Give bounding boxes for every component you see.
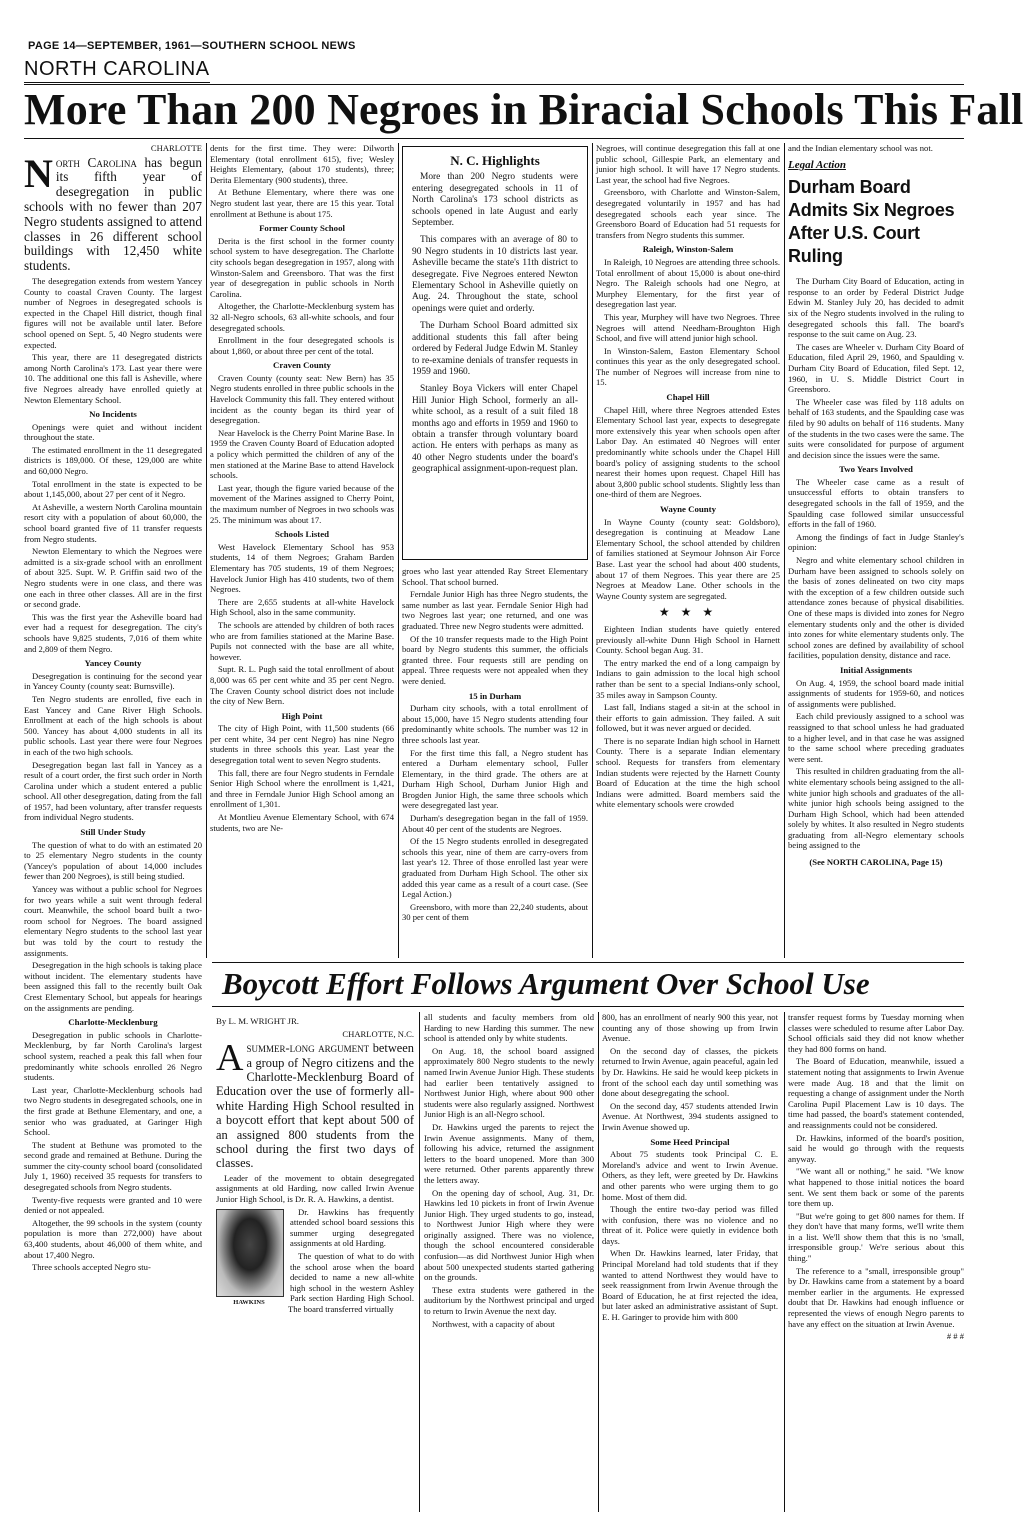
paragraph: 800, has an enrollment of nearly 900 this year, not counting any of those showing up from Irwin Avenue.: [602, 1012, 778, 1044]
paragraph: Openings were quiet and without incident throughout the state.: [24, 421, 202, 443]
paragraph: The student at Bethune was promoted to the second grade and remained at Bethune. During the summer the city-county school board (consolidated July 1, 1960) received 35 requests for transfers to desegregated schools from Negro students.: [24, 1139, 202, 1193]
paragraph: Greensboro, with Charlotte and Winston-Salem, desegregated voluntarily in 1957 and has had desegregated schools each year since. The Greensboro Board of Education had 51 requests for transfers from Negro students this summer.: [596, 187, 780, 240]
section-head: Craven County: [273, 360, 331, 371]
paragraph: Desegregation is continuing for the second year in Yancey County (county seat: Burnsville).: [24, 670, 202, 692]
column-rule: [598, 1012, 599, 1512]
paragraph: There is no separate Indian high school in Harnett County. There is a separate Indian elementary school. Requests for transfers from elementary Indian students were rejected by the Harnett County Board of Education at the time the high school Indians were admitted. Board members said the white elementary schools were crowded: [596, 735, 780, 810]
highlights-box: [402, 146, 588, 560]
paragraph: This fall, there are four Negro students in Ferndale Senior High School where the enrollment is 1,421, and three in Ferndale Junior High School among an enrollment of 1,301.: [210, 767, 394, 810]
paragraph: Though the entire two-day period was filled with confusion, there was no violence and no threat of it. Police were quietly in evidence both days.: [602, 1204, 778, 1246]
boycott-top-rule: [212, 962, 964, 963]
state-label: NORTH CAROLINA: [24, 58, 210, 83]
paragraph: Enrollment in the four desegregated schools is about 1,860, or about three per cent of the total.: [210, 335, 394, 356]
paragraph: and the Indian elementary school was not.: [788, 143, 933, 153]
section-head: Schools Listed: [274, 529, 329, 540]
paragraph: dents for the first time. They were: Dilworth Elementary (total enrollment 615), five; Wesley Heights Elementary, (about 170 students), three; Derita Elementary (900 students), three.: [210, 143, 394, 185]
paragraph: Among the findings of fact in Judge Stanley's opinion:: [788, 531, 964, 553]
legal-action-headline: Durham Board Admits Six Negroes After U.S. Court Ruling: [788, 177, 955, 267]
continued-reference: (See NORTH CAROLINA, Page 15): [809, 857, 943, 868]
column-rule: [784, 143, 785, 958]
section-head: Chapel Hill: [666, 392, 710, 403]
main-headline: More Than 200 Negroes in Biracial Schools This Fall: [24, 85, 1023, 134]
paragraph: The question of what to do with the school arose when the board decided to name a new all-white high school in the western Ashley Park section Harding High School. The board transferred virtually: [288, 1251, 414, 1314]
paragraph: On the second day, 457 students attended Irwin Avenue. At Northwest, 394 students assigned to Irwin Avenue showed up.: [602, 1100, 778, 1132]
section-head: Two Years Involved: [839, 464, 913, 475]
boycott-headline-rule: [212, 1006, 964, 1007]
stars-separator: ★ ★ ★: [658, 605, 718, 620]
paragraph: Greensboro, with more than 22,240 students, about 30 per cent of them: [402, 901, 588, 923]
paragraph: For the first time this fall, a Negro student has entered a Durham elementary school, Fuller Elementary, in the third grade. The others are at Durham High School, Durham Junior High and Brogden Junior High, the same three schools which were desegregated last year.: [402, 747, 588, 811]
column-1: [24, 143, 202, 1273]
boycott-column-2: [424, 1012, 594, 1512]
paragraph: Dr. Hawkins urged the parents to reject the Irwin Avenue assignments. Many of them, following his advice, returned the assignment letters to the board unopened. More than 300 were returned. Other parents apparently threw the letters away.: [424, 1121, 594, 1185]
page-folio: PAGE 14—SEPTEMBER, 1961—SOUTHERN SCHOOL NEWS: [28, 40, 356, 52]
paragraph: Newton Elementary to which the Negroes were admitted is a six-grade school with an enrollment of about 325. Supt. W. P. Griffin said two of the Negro students were in one class, and there was one each in three other classes. All are in the first or second grade.: [24, 546, 202, 610]
section-head: Wayne County: [660, 504, 716, 514]
paragraph: Negro and white elementary school children in Durham have been assigned to schools solely on the basis of zones delineated on two city maps with the exception of a few children outside such attendance zones because of physical disabilities. One of these maps is divided into zones for Negro elementary students only and the other is divided into zones for white elementary students only. The school zones are defined by availability of school facilities, population density, distance and race.: [788, 555, 964, 661]
paragraph: Each child previously assigned to a school was reassigned to that school unless he had graduated to a higher level, and in that case he was assigned to the same school where preceding graduates were sent.: [788, 711, 964, 764]
paragraph: Twenty-five requests were granted and 10 were denied or not appealed.: [24, 1194, 202, 1216]
column-2: [210, 143, 394, 958]
boycott-column-3: [602, 1012, 778, 1512]
paragraph: At Bethune Elementary, where there was one Negro student last year, there are 15 this year. Total enrollment at Bethune is about 175.: [210, 187, 394, 219]
paragraph: Supt. R. L. Pugh said the total enrollment of about 8,000 was 65 per cent white and 35 per cent Negro. The Craven County school district does not include the city of New Bern.: [210, 664, 394, 707]
paragraph: This was the first year the Asheville board had ever had a request for desegregation. The city's schools have 9,825 students, 7,016 of them white and 2,809 of them Negro.: [24, 611, 202, 654]
paragraph: The Wheeler case was filed by 118 adults on behalf of 163 students, and the Spaulding case was filed by 90 adults on behalf of 116 students. Many of the students in the two cases were the same. The suits were consolidated for purpose of argument and decision since the issues were the same.: [788, 396, 964, 460]
paragraph: Desegregation began last fall in Yancey as a result of a court order, the first such order in North Carolina under which a student entered a public school. All other desegregation, dating from the fall of 1957, had been voluntary, after transfer requests from individual Negro students.: [24, 759, 202, 823]
paragraph: At Asheville, a western North Carolina mountain resort city with a population of about 60,000, the school board granted five of 11 transfer requests from Negro students.: [24, 501, 202, 544]
paragraph: Last year, Charlotte-Mecklenburg schools had two Negro students in desegregated schools, one in the first grade at Bethune Elementary, and one, a senior who was graduated, at Garinger High School.: [24, 1084, 202, 1138]
highlights-title: N. C. Highlights: [450, 153, 540, 168]
paragraph: Chapel Hill, where three Negroes attended Estes Elementary School last year, expects to desegregate more extensively this year when schools open after Labor Day. An estimated 40 Negroes will enter predominantly white schools under the Chapel Hill board's policy of assigning students to the school nearest their homes upon request. Chapel Hill has about 3,800 public school students. Slightly less than one-third of them are Negroes.: [596, 404, 780, 500]
paragraph: These extra students were gathered in the auditorium by the Northwest principal and urged to return to Irwin Avenue the next day.: [424, 1284, 594, 1317]
paragraph: Last fall, Indians staged a sit-in at the school in their efforts to gain admission. They failed. A suit followed, but it was never argued or decided.: [596, 702, 780, 734]
photo-caption: HAWKINS: [233, 1298, 265, 1306]
column-4: [596, 143, 780, 958]
column-rule: [784, 1012, 785, 1512]
drop-cap: A: [216, 1037, 244, 1080]
section-head: Some Heed Principal: [650, 1136, 730, 1147]
paragraph: Total enrollment in the state is expected to be about 1,145,000, about 27 per cent of it Negro.: [24, 478, 202, 500]
paragraph: The Wheeler case came as a result of unsuccessful efforts to obtain transfers to desegregated schools in the fall of 1959, and the Spaulding case followed similar unsuccessful efforts in the fall of 1960.: [788, 476, 964, 530]
paragraph: Yancey was without a public school for Negroes for two years while a suit went through federal court. Meanwhile, the school board built a two-room school for Negroes. The board assigned elementary Negro students to the school last year but was told by the court to restudy the assignments.: [24, 884, 202, 958]
paragraph: groes who last year attended Ray Street Elementary School. That school burned.: [402, 566, 588, 587]
paragraph: Ferndale Junior High has three Negro students, the same number as last year. Ferndale Senior High had two Negroes last year; one returned, and one was graduated. Three new Negro students were admitted.: [402, 589, 588, 631]
section-head: Charlotte-Mecklenburg: [68, 1017, 158, 1028]
paragraph: Altogether, the 99 schools in the system (county population is more than 272,000) have about 63,400 students, about 46,000 of them white, and about 17,400 Negro.: [24, 1217, 202, 1260]
column-3: [402, 566, 588, 958]
column-rule: [592, 143, 593, 958]
paragraph: About 75 students took Principal C. E. Moreland's advice and went to Irwin Avenue. Others, as they left, were greeted by Dr. Hawkins and other parents who were urging them to go home. Most of them did.: [602, 1149, 778, 1202]
paragraph: The question of what to do with an estimated 20 to 25 elementary Negro students in the county (Yancey's population of about 14,000 includes fewer than 200 Negroes), is still being studied.: [24, 839, 202, 882]
paragraph: The city of High Point, with 11,500 students (66 per cent white, 34 per cent Negro) has nine Negro students in three schools this year. Last year the desegregation total went to seven Negro students.: [210, 723, 394, 766]
paragraph: When Dr. Hawkins learned, later Friday, that Principal Moreland had told students that if they wanted to attend Northwest they would have to seek reassignment from Irwin Avenue through the Board of Education, he at first rejected the idea, but later asked an administrative assistant of Supt. E. H. Garinger to provide him with 800: [602, 1248, 778, 1323]
paragraph: On the opening day of school, Aug. 31, Dr. Hawkins led 10 pickets in front of Irwin Avenue Junior High. They urged students to go, instead, to Northwest Junior High where they were originally assigned. There was no violence, though the school encountered considerable confusion—as did Northwest Junior High when about 500 unexpected students started gathering on the grounds.: [424, 1187, 594, 1283]
end-mark: # # #: [946, 1331, 964, 1342]
hawkins-photo: [216, 1209, 284, 1297]
paragraph: This year, there are 11 desegregated districts among North Carolina's 173. Last year there were 10. The additional one this fall is Asheville, where five Negroes already have enrolled quietly at Newton Elementary School.: [24, 352, 202, 405]
paragraph: Last year, though the figure varied because of the movement of the Marines assigned to Cherry Point, the maximum number of Negroes in two schools was 25. The minimum was about 17.: [210, 482, 394, 525]
dateline: CHARLOTTE, N.C.: [342, 1028, 414, 1039]
section-head: Still Under Study: [80, 827, 146, 838]
paragraph: In Winston-Salem, Easton Elementary School continues this year as the only desegregated school. The number of Negroes will increase from nine to 15.: [596, 345, 780, 388]
paragraph: In Raleigh, 10 Negroes are attending three schools. Total enrollment of about 15,000 is about one-third Negro. The Raleigh schools had one Negro, at Murphey Elementary, for the first year of desegregation last year.: [596, 256, 780, 310]
paragraph: Stanley Boya Vickers will enter Chapel Hill Junior High School, formerly an all-white school, as a result of a suit filed 18 months ago and efforts in 1959 and 1960 to obtain a transfer through voluntary board action. He enters with perhaps as many as 40 other Negro students under the board's geographical assignment-upon-request plan.: [412, 384, 578, 475]
paragraph: The Durham School Board admitted six additional students this fall after being ordered by Federal Judge Edwin M. Stanley to re-examine denials of transfer requests in 1959 and 1960.: [412, 321, 578, 377]
boycott-column-1: [216, 1012, 414, 1512]
column-rule: [206, 143, 207, 958]
section-head: No Incidents: [89, 409, 137, 420]
column-5: [788, 143, 964, 958]
paragraph: Of the 10 transfer requests made to the High Point board by Negro students this summer, the officials granted three. Four requests still are pending on appeal. Three requests were not appealed when they were denied.: [402, 633, 588, 686]
paragraph: all students and faculty members from old Harding to new Harding this summer. The new school is attended only by white students.: [424, 1012, 594, 1044]
paragraph: There are 2,655 students at all-white Havelock High School, also in the same community.: [210, 596, 394, 618]
boycott-headline: Boycott Effort Follows Argument Over School Use: [222, 966, 870, 1001]
section-head: Initial Assignments: [839, 664, 913, 675]
paragraph: Near Havelock is the Cherry Point Marine Base. In 1959 the Craven County Board of Education adopted a policy which permitted the children of any of the men stationed at the Marine Base to attend Havelock schools.: [210, 427, 394, 481]
paragraph: Desegregation in public schools in Charlotte-Mecklenburg, by far North Carolina's largest school system, reached a peak this fall when four predominantly white schools enrolled 26 Negro students.: [24, 1029, 202, 1083]
paragraph: Northwest, with a capacity of about: [432, 1318, 555, 1329]
lead-paragraph: North Carolina has begun its fifth year of desegregation in public schools with no fewer than 207 Negro students assigned to attend classes in 26 different school buildings with 12,450 white students.: [24, 150, 202, 274]
section-head: Yancey County: [84, 658, 142, 669]
paragraph: Durham city schools, with a total enrollment of about 15,000, have 15 Negro students attending four predominantly white schools. The number was 12 in three schools last year.: [402, 703, 588, 745]
column-rule: [419, 1012, 420, 1512]
paragraph: The entry marked the end of a long campaign by Indians to gain admission to the local high school rather than be sent to a special Indians-only school, 35 miles away in Sampson County.: [596, 657, 780, 700]
section-head: 15 in Durham: [468, 690, 522, 701]
paragraph: transfer request forms by Tuesday morning when classes were scheduled to resume after Labor Day. School officials said they did not know whether they had 800 forms on hand.: [788, 1012, 964, 1054]
paragraph: On Aug. 4, 1959, the school board made initial assignments of students for 1959-60, and notices of assignments were published.: [788, 677, 964, 709]
drop-cap: N: [24, 150, 53, 196]
legal-action-kicker: Legal Action: [788, 158, 846, 171]
paragraph: Dr. Hawkins has frequently attended school board sessions this summer urging desegregated assignments at old Harding.: [290, 1206, 414, 1249]
section-head: Raleigh, Winston-Salem: [642, 244, 734, 255]
paragraph: The Durham City Board of Education, acting in response to an order by Federal District Judge Edwin M. Stanley July 20, has decided to admit six of the Negro students involved in the ruling to desegregated schools this fall. The board's response to the suit came on Aug. 23.: [788, 276, 964, 340]
paragraph: Craven County (county seat: New Bern) has 35 Negro students enrolled in three public schools in the Havelock Community this fall. They entered without incident as the county began its third year of desegregation.: [210, 372, 394, 426]
paragraph: The desegregation extends from western Yancey County to coastal Craven County. The largest number of Negroes in desegregated schools is expected in the Chapel Hill district, though final figures will not be available until later. Before school opened on Sept. 5, 40 Negro students were expected.: [24, 275, 202, 350]
section-head: High Point: [281, 710, 323, 721]
column-rule: [398, 143, 399, 958]
paragraph: At Montlieu Avenue Elementary School, with 674 students, two are Ne-: [210, 812, 394, 833]
paragraph: The schools are attended by children of both races who are from families stationed at the Marine Base. Pupils not connected with the base are all white, however.: [210, 619, 394, 662]
paragraph: The Board of Education, meanwhile, issued a statement noting that assignments to Irwin Avenue were made Aug. 18 and that the limit on requesting a change of assignment under the North Carolina Pupil Placement Law is 10 days. The time had passed, the board's statement contended, and reassignments could not be considered.: [788, 1056, 964, 1130]
paragraph: The estimated enrollment in the 11 desegregated districts is 189,000. Of these, 129,000 are white and 60,000 Negro.: [24, 444, 202, 477]
lead-paragraph: Asummer-long argument between a group of Negro citizens and the Charlotte-Mecklenburg Board of Education over the use of formerly all-white Harding High School resulted in a boycott effort that kept about 500 of an assigned 800 students from the school during the first two days of classes.: [216, 1037, 414, 1171]
paragraph: West Havelock Elementary School has 953 students, 14 of them Negroes; Graham Barden Elementary has 705 students, 19 of them Negroes; Havelock Junior High has 410 students, two of them Negroes.: [210, 541, 394, 595]
paragraph: Negroes, will continue desegregation this fall at one public school, Gillespie Park, an elementary and junior high school. It will have 17 Negro students. Last year, the school had five Negroes.: [596, 143, 780, 185]
boycott-column-4: [788, 1012, 964, 1512]
paragraph: On the second day of classes, the pickets returned to Irwin Avenue, again peaceful, again led by Dr. Hawkins. He said he would keep pickets in front of the school each day until something was done about desegregating the school.: [602, 1045, 778, 1099]
paragraph: Of the 15 Negro students enrolled in desegregated schools this year, nine of them are carry-overs from last year's 12. Three of those enrolled last year were graduated from Durham High School. The other six added this year came as a result of a court case. (See Legal Action.): [402, 836, 588, 900]
paragraph: Ten Negro students are enrolled, five each in East Yancey and Cane River High Schools. Enrollment at each of the high schools is about 500. Yancey has about 4,000 students in all its public schools. Last year there were four Negroes in each of the two high schools.: [24, 693, 202, 757]
paragraph: Durham's desegregation began in the fall of 1959. About 40 per cent of the students are Negroes.: [402, 813, 588, 834]
paragraph: The cases are Wheeler v. Durham City Board of Education, filed April 29, 1960, and Spaulding v. Durham City Board of Education, filed Sept. 12, 1960, in U. S. Middle District Court in Greensboro.: [788, 341, 964, 395]
headline-rule: [24, 138, 964, 139]
paragraph: In Wayne County (county seat: Goldsboro), desegregation is continuing at Meadow Lane Elementary School, the school attended by children of families stationed at Seymour Johnson Air Force Base. Last year the school had about 400 students, about 17 of them Negroes. This year there are 25 Negroes at Meadow Lane. Other schools in the Wayne County system are segregated.: [596, 516, 780, 601]
paragraph: The reference to a "small, irresponsible group" by Dr. Hawkins came from a statement by a board member earlier in the arguments. He expressed doubt that Dr. Hawkins had enough influence or represented the views of enough Negro parents to have any effect on the situation at Irwin Avenue.: [788, 1265, 964, 1329]
paragraph: Derita is the first school in the former county school system to have desegregation. The Charlotte city schools began desegregation in 1957, along with Winston-Salem and Greensboro. That was the first year of desegregation in public schools in North Carolina.: [210, 235, 394, 299]
paragraph: Dr. Hawkins, informed of the board's position, said he would go through with the requests anyway.: [788, 1132, 964, 1164]
paragraph: Desegregation in the high schools is taking place without incident. The elementary students have been assigned this fall to the recently built Oak Crest Elementary School, but appeals for hearings on the assignments are pending.: [24, 960, 202, 1013]
paragraph: On Aug. 18, the school board assigned approximately 800 Negro students to the newly named Irwin Avenue Junior High. These students had earlier been tentatively assigned to Northwest Junior High, where about 900 other students were also regularly assigned. Northwest Junior High is an all-Negro school.: [424, 1045, 594, 1120]
paragraph: More than 200 Negro students were entering desegregated schools in 11 of North Carolina's 173 school districts as schools opened in late August and early September.: [412, 172, 578, 229]
paragraph: "We want all or nothing," he said. "We know what happened to those initial notices the board sent. We sent them back or some of the parents tore them up.: [788, 1166, 964, 1209]
paragraph: This year, Murphey will have two Negroes. Three Negroes will attend Needham-Broughton High School, and five will attend junior high school.: [596, 311, 780, 344]
paragraph: This resulted in children graduating from the all-white elementary schools being assigned to the all-white junior high schools and graduates of the all-white junior high schools being assigned to the Durham High School, which had been attended solely by whites. It also resulted in Negro students graduating from all-Negro elementary schools being assigned to the: [788, 766, 964, 851]
paragraph: This compares with an average of 80 to 90 Negro students in 10 districts last year. Asheville became the state's 11th district to desegregate. Five Negroes entered Newton Elementary School in Asheville quietly on Aug. 24. Throughout the state, school openings were quiet and orderly.: [412, 235, 578, 314]
paragraph: Altogether, the Charlotte-Mecklenburg system has 32 all-Negro schools, 63 all-white schools, and four desegregated schools.: [210, 301, 394, 333]
dateline: CHARLOTTE: [150, 143, 202, 153]
paragraph: "But we're going to get 800 names for them. If they don't have that many forms, we'll write them in a list. We'll show them that this is no 'small, irresponsible group.' We're serious about this thing.": [788, 1210, 964, 1264]
paragraph: Eighteen Indian students have quietly entered previously all-white Dunn High School in Harnett County. School began Aug. 31.: [596, 623, 780, 656]
byline: By L. M. WRIGHT JR.: [216, 1016, 300, 1026]
paragraph: Three schools accepted Negro stu-: [32, 1262, 151, 1273]
section-head: Former County School: [259, 223, 345, 234]
paragraph: Leader of the movement to obtain desegregated assignments at old Harding, now called Irwin Avenue Junior High School, is Dr. R. A. Hawkins, a dentist.: [216, 1172, 414, 1205]
